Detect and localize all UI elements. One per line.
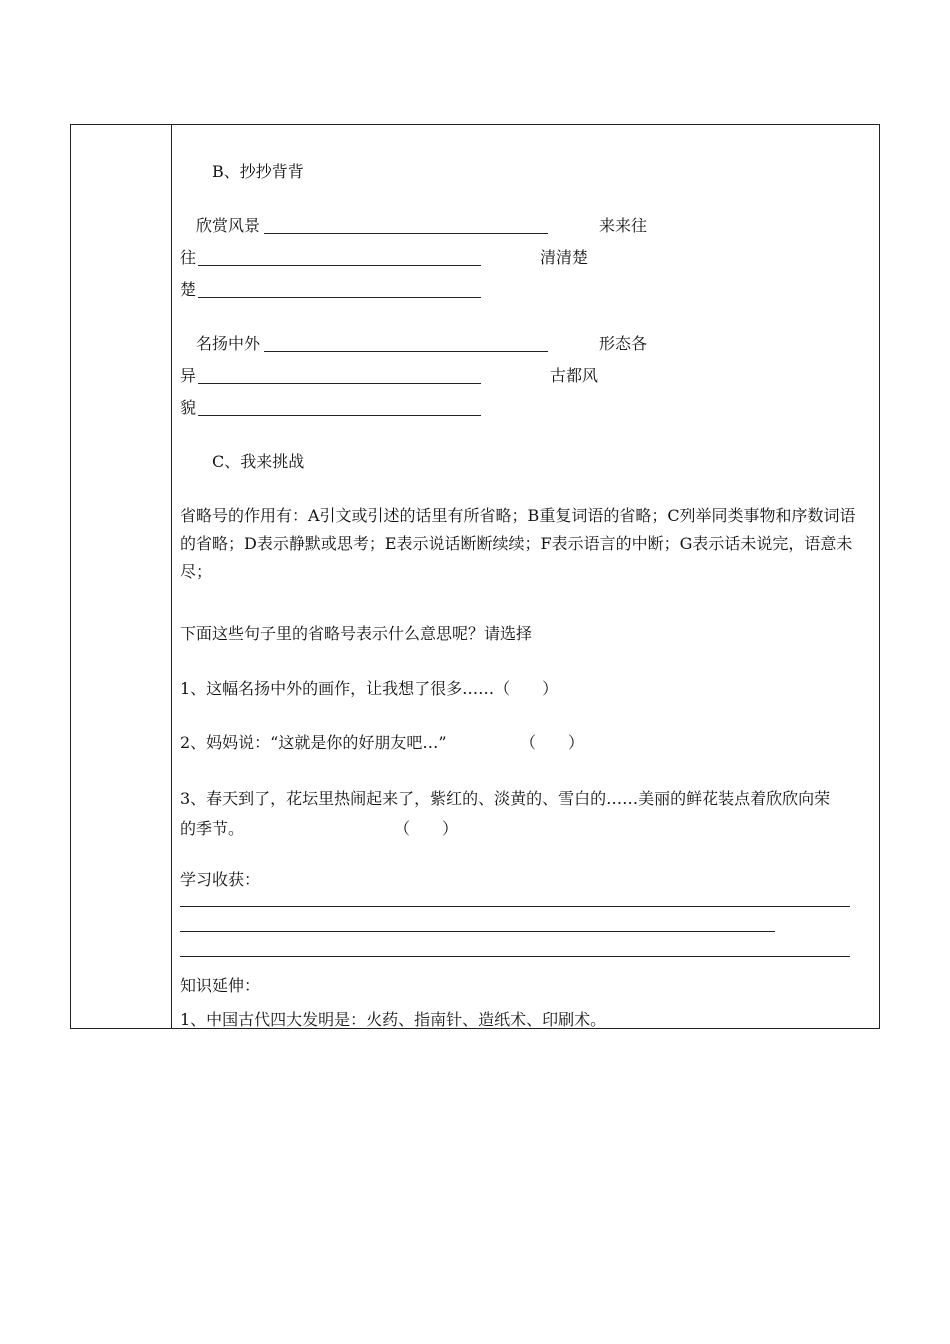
copy-word-5: 形态各: [599, 334, 648, 353]
extension-item-1: 1、中国古代四大发明是：火药、指南针、造纸术、印刷术。: [180, 1010, 607, 1029]
extension-label: 知识延伸：: [180, 976, 261, 995]
question-item-2: 2、妈妈说：“这就是你的好朋友吧…”: [180, 733, 447, 752]
copy-word-4: 名扬中外: [196, 334, 261, 353]
copy-line-3[interactable]: [198, 297, 481, 298]
copy-word-2-tail: 往: [180, 248, 197, 267]
copy-word-1: 欣赏风景: [196, 216, 261, 235]
copy-word-6: 古都风: [550, 366, 599, 385]
copy-word-3: 清清楚: [540, 248, 589, 267]
copy-word-2: 来来往: [599, 216, 648, 235]
copy-word-3-tail: 楚: [180, 280, 197, 299]
question-prompt: 下面这些句子里的省略号表示什么意思呢？请选择: [180, 624, 533, 643]
left-column: [71, 125, 172, 1028]
question-item-1: 1、这幅名扬中外的画作，让我想了很多……（ ）: [180, 679, 559, 698]
harvest-label: 学习收获：: [180, 870, 261, 889]
question-item-2-blank[interactable]: （ ）: [520, 733, 585, 752]
copy-line-5[interactable]: [198, 383, 481, 384]
copy-word-5-tail: 异: [180, 366, 197, 385]
harvest-line-3[interactable]: [180, 956, 850, 957]
copy-line-6[interactable]: [198, 415, 481, 416]
copy-line-2[interactable]: [198, 265, 481, 266]
question-item-3: 3、春天到了，花坛里热闹起来了，紫红的、淡黄的、雪白的……美丽的鲜花装点着欣欣向荣: [180, 789, 831, 808]
copy-word-6-tail: 貌: [180, 398, 197, 417]
copy-line-4[interactable]: [264, 351, 548, 352]
section-c-heading: C、我来挑战: [212, 452, 305, 471]
section-b-heading: B、抄抄背背: [212, 162, 304, 181]
ellipsis-intro: 省略号的作用有：A引文或引述的话里有所省略；B重复词语的省略；C列举同类事物和序数词语的省略；D表示静默或思考；E表示说话断断续续；F表示语言的中断；G表示话未说完，语意未尽；: [180, 506, 856, 581]
copy-line-1[interactable]: [264, 233, 548, 234]
question-item-3-blank[interactable]: （ ）: [394, 819, 459, 838]
question-item-3-cont: 的季节。: [180, 819, 245, 838]
harvest-line-1[interactable]: [180, 906, 850, 907]
harvest-line-2[interactable]: [180, 931, 775, 932]
